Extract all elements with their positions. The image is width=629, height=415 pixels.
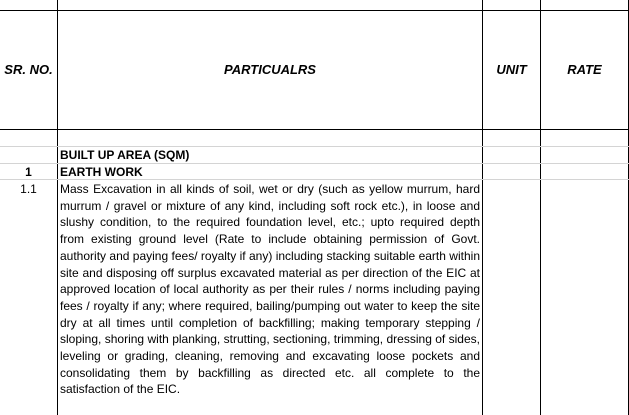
header-sr-no: SR. NO.: [4, 62, 53, 77]
row-sr-no: 1: [25, 165, 32, 179]
header-unit: UNIT: [496, 62, 527, 77]
header-particulars: PARTICUALRS: [224, 62, 316, 77]
header-rate: RATE: [567, 62, 602, 77]
header-bottom-border: [0, 129, 629, 130]
row-particulars: EARTH WORK: [60, 165, 143, 179]
row-sr-no: 1.1: [20, 182, 37, 196]
row-particulars-description: Mass Excavation in all kinds of soil, wet or dry (such as yellow murrum, hard murrum / gravel or mixture of any kind, including soft rock etc.), in loose and slushy condition, to the required foundation level, etc.; upto required depth from existing ground level (Rate to include obtaining permission of Govt. authority and paying fees/ royalty if any) including stacking suitable earth within site and disposing off surplus excavated material as per direction of the EIC at approved location of local authority as per their rules / norms including paying fees / royalty if any; where required, bailing/pumping out water to keep the site dry at all times until completion of backfilling; making temporary stepping / sloping, shoring with planking, strutting, sectioning, trimming, dressing of sides, leveling or grading, cleaning, removing and excavating loose pockets and consolidating them by backfilling as directed etc. all complete to the satisfaction of the EIC.: [60, 182, 480, 397]
section-title: BUILT UP AREA (SQM): [60, 148, 190, 162]
